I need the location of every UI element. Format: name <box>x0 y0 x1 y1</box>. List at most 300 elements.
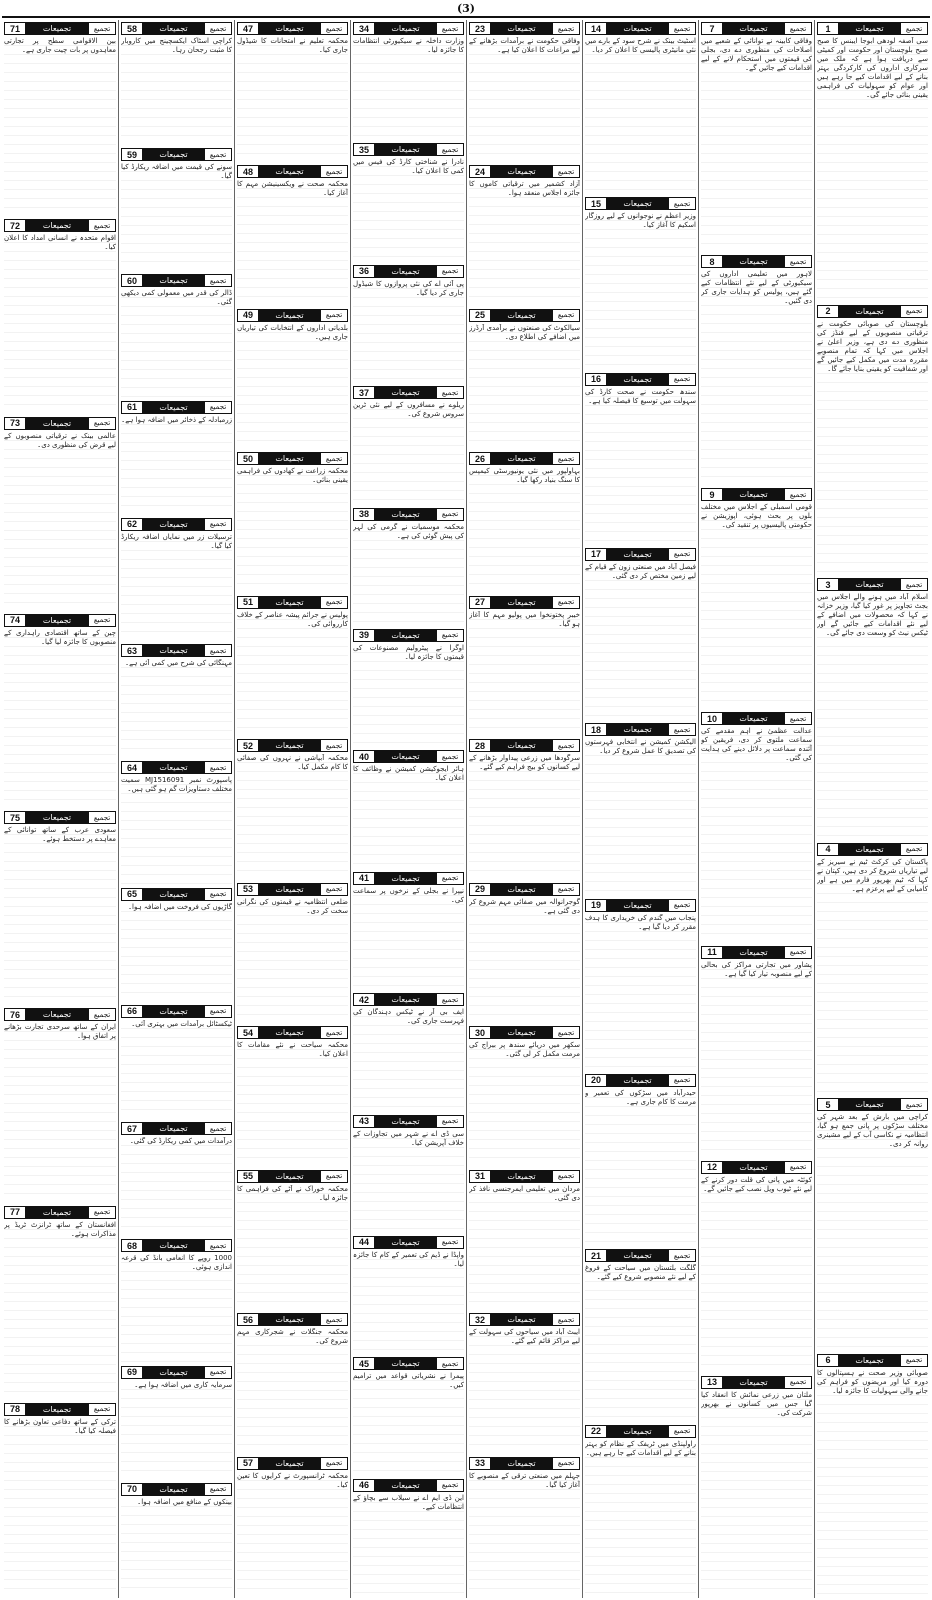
item-header <box>353 508 464 521</box>
item-header <box>4 219 116 232</box>
item-tag: تجمیع <box>668 899 696 912</box>
item-header <box>237 1457 348 1470</box>
item-header <box>353 386 464 399</box>
item-section-label: تجمیعات <box>491 1313 552 1326</box>
item-tag: تجمیع <box>552 452 580 465</box>
item-body-text: این ڈی ایم اے نے سیلاب سے بچاؤ کے انتظامات کیے۔ <box>353 1494 464 1596</box>
news-item <box>237 307 348 448</box>
item-tag: تجمیع <box>204 644 232 657</box>
item-header <box>121 888 232 901</box>
item-section-label: تجمیعات <box>839 843 900 856</box>
news-item <box>701 710 812 941</box>
item-number: 51 <box>237 596 259 609</box>
item-number: 72 <box>4 219 26 232</box>
item-tag: تجمیع <box>436 993 464 1006</box>
item-number: 17 <box>585 548 607 561</box>
item-header <box>585 197 696 210</box>
item-body-text: سرگودھا میں زرعی پیداوار بڑھانے کے لیے کسانوں کو بیج فراہم کیے گئے۔ <box>469 754 580 878</box>
item-section-label: تجمیعات <box>491 739 552 752</box>
news-item <box>585 20 696 193</box>
item-tag: تجمیع <box>436 872 464 885</box>
item-tag: تجمیع <box>320 739 348 752</box>
item-header <box>121 148 232 161</box>
item-body-text: سونے کی قیمت میں اضافہ ریکارڈ کیا گیا۔ <box>121 163 232 270</box>
item-header <box>4 1206 116 1219</box>
item-body-text: قومی اسمبلی کے اجلاس میں مختلف بلوں پر بحث ہوئی، اپوزیشن نے حکومتی پالیسیوں پر تنقید کی۔ <box>701 503 812 708</box>
item-number: 73 <box>4 417 26 430</box>
news-item <box>237 1455 348 1596</box>
item-section-label: تجمیعات <box>143 1366 204 1379</box>
item-body-text: عالمی بینک نے ترقیاتی منصوبوں کے لیے قرض کی منظوری دی۔ <box>4 432 116 610</box>
item-body-text: پولیس نے جرائم پیشہ عناصر کے خلاف کارروائی کی۔ <box>237 611 348 735</box>
page-number: (3) <box>456 2 476 15</box>
item-tag: تجمیع <box>320 1313 348 1326</box>
item-section-label: تجمیعات <box>259 165 320 178</box>
item-body-text: محکمہ صحت نے ویکسینیشن مہم کا آغاز کیا۔ <box>237 180 348 304</box>
item-number: 47 <box>237 22 259 35</box>
item-section-label: تجمیعات <box>375 1357 436 1370</box>
item-header <box>237 1313 348 1326</box>
news-item <box>701 486 812 708</box>
item-section-label: تجمیعات <box>839 578 900 591</box>
item-number: 77 <box>4 1206 26 1219</box>
item-body-text: زرمبادلہ کے ذخائر میں اضافہ ہوا ہے۔ <box>121 416 232 514</box>
item-section-label: تجمیعات <box>26 22 88 35</box>
item-body-text: خیبر پختونخوا میں پولیو مہم کا آغاز ہو گیا۔ <box>469 611 580 735</box>
item-body-text: ڈالر کی قدر میں معمولی کمی دیکھی گئی۔ <box>121 289 232 396</box>
item-section-label: تجمیعات <box>723 1161 784 1174</box>
item-header <box>353 1357 464 1370</box>
item-header <box>701 488 812 501</box>
item-header <box>121 22 232 35</box>
item-tag: تجمیع <box>436 1479 464 1492</box>
item-header <box>353 265 464 278</box>
item-tag: تجمیع <box>88 811 116 824</box>
item-tag: تجمیع <box>320 22 348 35</box>
item-body-text: عدالت عظمیٰ نے اہم مقدمے کی سماعت ملتوی کر دی، فریقین کو آئندہ سماعت پر دلائل دینے کی ہدایت کی گئی۔ <box>701 727 812 941</box>
item-body-text: پیمرا نے نشریاتی قواعد میں ترامیم کیں۔ <box>353 1372 464 1474</box>
item-header <box>817 1354 928 1367</box>
item-tag: تجمیع <box>784 946 812 959</box>
item-number: 58 <box>121 22 143 35</box>
item-body-text: پی آئی اے کی نئی پروازوں کا شیڈول جاری کر دیا گیا۔ <box>353 280 464 382</box>
item-section-label: تجمیعات <box>491 883 552 896</box>
item-tag: تجمیع <box>436 1115 464 1128</box>
item-body-text: وزارت داخلہ نے سیکیورٹی انتظامات کا جائزہ لیا۔ <box>353 37 464 139</box>
item-number: 5 <box>817 1098 839 1111</box>
news-item <box>353 263 464 382</box>
item-header <box>237 596 348 609</box>
item-section-label: تجمیعات <box>491 1026 552 1039</box>
item-tag: تجمیع <box>320 1170 348 1183</box>
item-number: 14 <box>585 22 607 35</box>
item-number: 31 <box>469 1170 491 1183</box>
item-header <box>237 165 348 178</box>
news-item <box>121 146 232 270</box>
item-section-label: تجمیعات <box>143 22 204 35</box>
item-body-text: اوگرا نے پیٹرولیم مصنوعات کی قیمتوں کا جائزہ لیا۔ <box>353 644 464 746</box>
item-tag: تجمیع <box>668 22 696 35</box>
item-section-label: تجمیعات <box>491 596 552 609</box>
item-number: 53 <box>237 883 259 896</box>
item-section-label: تجمیعات <box>143 401 204 414</box>
item-header <box>121 1005 232 1018</box>
item-body-text: کوئٹہ میں پانی کی قلت دور کرنے کے لیے نئے ٹیوب ویل نصب کیے جائیں گے۔ <box>701 1176 812 1372</box>
news-item <box>4 1204 116 1399</box>
item-header <box>585 899 696 912</box>
news-item <box>121 272 232 396</box>
news-column <box>118 20 234 1598</box>
news-item <box>817 1352 928 1597</box>
item-section-label: تجمیعات <box>607 1249 668 1262</box>
item-number: 76 <box>4 1008 26 1021</box>
item-header <box>4 1008 116 1021</box>
news-column <box>2 20 118 1598</box>
item-tag: تجمیع <box>320 165 348 178</box>
item-number: 32 <box>469 1313 491 1326</box>
item-tag: تجمیع <box>204 1122 232 1135</box>
item-tag: تجمیع <box>88 614 116 627</box>
item-number: 10 <box>701 712 723 725</box>
item-section-label: تجمیعات <box>607 1074 668 1087</box>
item-section-label: تجمیعات <box>607 723 668 736</box>
item-header <box>353 629 464 642</box>
item-section-label: تجمیعات <box>723 946 784 959</box>
item-number: 78 <box>4 1403 26 1416</box>
item-section-label: تجمیعات <box>143 148 204 161</box>
item-section-label: تجمیعات <box>839 1354 900 1367</box>
item-header <box>4 811 116 824</box>
item-body-text: محکمہ موسمیات نے گرمی کی لہر کی پیش گوئی کی ہے۔ <box>353 523 464 625</box>
item-tag: تجمیع <box>320 452 348 465</box>
item-body-text: اقوام متحدہ نے انسانی امداد کا اعلان کیا۔ <box>4 234 116 412</box>
item-tag: تجمیع <box>204 22 232 35</box>
news-item <box>121 642 232 757</box>
news-item <box>353 1234 464 1353</box>
item-tag: تجمیع <box>320 596 348 609</box>
item-section-label: تجمیعات <box>259 452 320 465</box>
item-body-text: گوجرانوالہ میں صفائی مہم شروع کر دی گئی ہے۔ <box>469 898 580 1022</box>
item-tag: تجمیع <box>900 305 928 318</box>
item-body-text: اسٹیٹ بینک نے شرح سود کے بارے میں نئی مانیٹری پالیسی کا اعلان کر دیا۔ <box>585 37 696 193</box>
item-header <box>701 255 812 268</box>
item-body-text: گاڑیوں کی فروخت میں اضافہ ہوا۔ <box>121 903 232 1001</box>
item-number: 64 <box>121 761 143 774</box>
news-item <box>701 253 812 484</box>
item-tag: تجمیع <box>900 1354 928 1367</box>
news-column <box>698 20 814 1598</box>
item-header <box>701 946 812 959</box>
item-header <box>701 1376 812 1389</box>
item-section-label: تجمیعات <box>723 712 784 725</box>
item-section-label: تجمیعات <box>375 872 436 885</box>
item-section-label: تجمیعات <box>26 1008 88 1021</box>
item-header <box>469 309 580 322</box>
item-tag: تجمیع <box>436 143 464 156</box>
item-tag: تجمیع <box>900 1098 928 1111</box>
item-body-text: ملتان میں زرعی نمائش کا انعقاد کیا گیا جس میں کسانوں نے بھرپور شرکت کی۔ <box>701 1391 812 1596</box>
item-body-text: سندھ حکومت نے صحت کارڈ کی سہولت میں توسیع کا فیصلہ کیا ہے۔ <box>585 388 696 544</box>
item-number: 24 <box>469 165 491 178</box>
item-header <box>237 309 348 322</box>
news-item <box>585 1247 696 1420</box>
news-item <box>353 991 464 1110</box>
item-body-text: پاسپورٹ نمبر MJ1516091 سمیت مختلف دستاویزات گم ہو گئی ہیں۔ <box>121 776 232 883</box>
item-number: 29 <box>469 883 491 896</box>
item-tag: تجمیع <box>784 712 812 725</box>
item-number: 67 <box>121 1122 143 1135</box>
item-tag: تجمیع <box>436 750 464 763</box>
item-number: 40 <box>353 750 375 763</box>
item-header <box>469 1457 580 1470</box>
item-number: 52 <box>237 739 259 752</box>
news-item <box>121 759 232 883</box>
item-section-label: تجمیعات <box>375 1115 436 1128</box>
item-tag: تجمیع <box>900 22 928 35</box>
news-item <box>353 141 464 260</box>
item-header <box>469 165 580 178</box>
item-section-label: تجمیعات <box>607 22 668 35</box>
item-body-text: درآمدات میں کمی ریکارڈ کی گئی۔ <box>121 1137 232 1235</box>
item-number: 71 <box>4 22 26 35</box>
item-section-label: تجمیعات <box>375 22 436 35</box>
item-body-text: پاکستان کی کرکٹ ٹیم نے سیریز کے لیے تیاریاں شروع کر دی ہیں، کپتان نے کہا کہ ٹیم بھرپور فارم میں ہے اور کامیابی کے لیے پرعزم ہے۔ <box>817 858 928 1095</box>
item-section-label: تجمیعات <box>26 417 88 430</box>
news-item <box>585 721 696 894</box>
item-section-label: تجمیعات <box>375 386 436 399</box>
item-header <box>4 1403 116 1416</box>
news-item <box>353 384 464 503</box>
item-body-text: مردان میں تعلیمی ایمرجنسی نافذ کر دی گئی۔ <box>469 1185 580 1309</box>
item-section-label: تجمیعات <box>839 1098 900 1111</box>
item-tag: تجمیع <box>204 274 232 287</box>
item-number: 12 <box>701 1161 723 1174</box>
item-body-text: وزیر اعظم نے نوجوانوں کے لیے روزگار اسکیم کا آغاز کیا۔ <box>585 212 696 368</box>
item-number: 39 <box>353 629 375 642</box>
item-number: 4 <box>817 843 839 856</box>
item-section-label: تجمیعات <box>26 219 88 232</box>
item-body-text: محکمہ سیاحت نے نئے مقامات کا اعلان کیا۔ <box>237 1041 348 1165</box>
item-number: 18 <box>585 723 607 736</box>
news-item <box>237 1311 348 1452</box>
item-section-label: تجمیعات <box>607 1425 668 1438</box>
news-item <box>585 897 696 1070</box>
item-section-label: تجمیعات <box>375 265 436 278</box>
item-section-label: تجمیعات <box>26 614 88 627</box>
item-number: 37 <box>353 386 375 399</box>
item-body-text: پشاور میں تجارتی مراکز کی بحالی کے لیے منصوبہ تیار کیا گیا ہے۔ <box>701 961 812 1157</box>
item-number: 54 <box>237 1026 259 1039</box>
item-body-text: ٹیکسٹائل برآمدات میں بہتری آئی۔ <box>121 1020 232 1118</box>
news-item <box>121 1481 232 1596</box>
item-tag: تجمیع <box>668 1074 696 1087</box>
item-body-text: محکمہ ٹرانسپورٹ نے کرایوں کا تعین کیا۔ <box>237 1472 348 1596</box>
item-tag: تجمیع <box>436 22 464 35</box>
item-number: 9 <box>701 488 723 501</box>
item-section-label: تجمیعات <box>143 274 204 287</box>
item-tag: تجمیع <box>552 1313 580 1326</box>
item-number: 61 <box>121 401 143 414</box>
item-number: 30 <box>469 1026 491 1039</box>
item-tag: تجمیع <box>320 309 348 322</box>
item-tag: تجمیع <box>436 386 464 399</box>
item-tag: تجمیع <box>552 739 580 752</box>
item-section-label: تجمیعات <box>723 255 784 268</box>
item-header <box>817 843 928 856</box>
news-item <box>469 1455 580 1596</box>
item-tag: تجمیع <box>88 417 116 430</box>
item-number: 2 <box>817 305 839 318</box>
item-tag: تجمیع <box>204 148 232 161</box>
item-tag: تجمیع <box>204 761 232 774</box>
item-section-label: تجمیعات <box>491 309 552 322</box>
item-header <box>701 1161 812 1174</box>
item-header <box>353 143 464 156</box>
item-header <box>121 1366 232 1379</box>
news-item <box>4 1401 116 1596</box>
item-header <box>121 644 232 657</box>
item-header <box>469 1313 580 1326</box>
item-body-text: ایبٹ آباد میں سیاحوں کی سہولت کے لیے مراکز قائم کیے گئے۔ <box>469 1328 580 1452</box>
item-header <box>353 22 464 35</box>
news-item <box>237 1168 348 1309</box>
item-tag: تجمیع <box>204 518 232 531</box>
item-body-text: وفاقی کابینہ نے توانائی کے شعبے میں اصلاحات کی منظوری دے دی، بجلی کی قیمتوں میں استحکام لانے کے لیے اقدامات کیے جائیں گے۔ <box>701 37 812 251</box>
news-column <box>350 20 466 1598</box>
item-tag: تجمیع <box>900 578 928 591</box>
item-number: 33 <box>469 1457 491 1470</box>
news-columns <box>2 20 930 1598</box>
item-tag: تجمیع <box>552 22 580 35</box>
item-body-text: 1000 روپے کا انعامی بانڈ کی قرعہ اندازی ہوئی۔ <box>121 1254 232 1361</box>
item-number: 41 <box>353 872 375 885</box>
item-section-label: تجمیعات <box>491 165 552 178</box>
item-number: 68 <box>121 1239 143 1252</box>
news-item <box>353 870 464 989</box>
item-tag: تجمیع <box>88 1206 116 1219</box>
item-header <box>353 1115 464 1128</box>
item-tag: تجمیع <box>436 265 464 278</box>
news-item <box>4 20 116 215</box>
item-header <box>353 1479 464 1492</box>
item-body-text: صوبائی وزیر صحت نے ہسپتالوں کا دورہ کیا اور مریضوں کو فراہم کی جانے والی سہولیات کا جائزہ لیا۔ <box>817 1369 928 1597</box>
item-number: 34 <box>353 22 375 35</box>
item-header <box>585 1425 696 1438</box>
item-header <box>237 1026 348 1039</box>
news-item <box>585 195 696 368</box>
news-item <box>353 1355 464 1474</box>
news-item <box>701 944 812 1157</box>
item-body-text: ترکی کے ساتھ دفاعی تعاون بڑھانے کا فیصلہ کیا گیا۔ <box>4 1418 116 1596</box>
item-header <box>585 723 696 736</box>
item-section-label: تجمیعات <box>143 1239 204 1252</box>
item-tag: تجمیع <box>436 1236 464 1249</box>
item-section-label: تجمیعات <box>375 143 436 156</box>
item-body-text: ایران کے ساتھ سرحدی تجارت بڑھانے پر اتفاق ہوا۔ <box>4 1023 116 1201</box>
item-body-text: جہلم میں صنعتی ترقی کے منصوبے کا آغاز کیا گیا۔ <box>469 1472 580 1596</box>
news-item <box>121 886 232 1001</box>
item-section-label: تجمیعات <box>259 1026 320 1039</box>
item-header <box>469 22 580 35</box>
item-number: 11 <box>701 946 723 959</box>
item-body-text: لاہور میں تعلیمی اداروں کی سیکیورٹی کے لیے نئے انتظامات کیے گئے ہیں، پولیس کو ہدایات جاری کر دی گئیں۔ <box>701 270 812 484</box>
item-number: 1 <box>817 22 839 35</box>
news-item <box>585 371 696 544</box>
item-body-text: الیکشن کمیشن نے انتخابی فہرستوں کی تصدیق کا عمل شروع کر دیا۔ <box>585 738 696 894</box>
item-section-label: تجمیعات <box>26 811 88 824</box>
item-number: 21 <box>585 1249 607 1262</box>
item-tag: تجمیع <box>204 401 232 414</box>
item-number: 42 <box>353 993 375 1006</box>
item-body-text: بینکوں کے منافع میں اضافہ ہوا۔ <box>121 1498 232 1596</box>
item-number: 62 <box>121 518 143 531</box>
item-number: 36 <box>353 265 375 278</box>
item-body-text: محکمہ تعلیم نے امتحانات کا شیڈول جاری کیا۔ <box>237 37 348 161</box>
item-header <box>585 548 696 561</box>
news-item <box>121 20 232 144</box>
news-column <box>582 20 698 1598</box>
item-body-text: محکمہ زراعت نے کھادوں کی فراہمی یقینی بنائی۔ <box>237 467 348 591</box>
item-header <box>237 452 348 465</box>
item-tag: تجمیع <box>204 1483 232 1496</box>
item-section-label: تجمیعات <box>607 899 668 912</box>
item-number: 13 <box>701 1376 723 1389</box>
news-item <box>469 307 580 448</box>
item-body-text: محکمہ آبپاشی نے نہروں کی صفائی کا کام مکمل کیا۔ <box>237 754 348 878</box>
item-section-label: تجمیعات <box>491 452 552 465</box>
item-tag: تجمیع <box>436 508 464 521</box>
item-header <box>121 518 232 531</box>
item-header <box>585 22 696 35</box>
item-number: 19 <box>585 899 607 912</box>
news-item <box>817 20 928 301</box>
item-number: 49 <box>237 309 259 322</box>
item-header <box>353 872 464 885</box>
news-item <box>585 1072 696 1245</box>
item-section-label: تجمیعات <box>607 197 668 210</box>
item-section-label: تجمیعات <box>26 1206 88 1219</box>
news-item <box>4 415 116 610</box>
news-item <box>469 1311 580 1452</box>
item-body-text: حیدرآباد میں سڑکوں کی تعمیر و مرمت کا کام جاری ہے۔ <box>585 1089 696 1245</box>
item-section-label: تجمیعات <box>259 22 320 35</box>
item-header <box>701 22 812 35</box>
news-item <box>817 303 928 575</box>
item-number: 63 <box>121 644 143 657</box>
news-item <box>701 1374 812 1596</box>
item-body-text: مہنگائی کی شرح میں کمی آئی ہے۔ <box>121 659 232 757</box>
item-header <box>4 614 116 627</box>
news-item <box>469 163 580 304</box>
item-tag: تجمیع <box>88 22 116 35</box>
item-number: 44 <box>353 1236 375 1249</box>
item-number: 15 <box>585 197 607 210</box>
item-tag: تجمیع <box>552 1026 580 1039</box>
item-body-text: پنجاب میں گندم کی خریداری کا ہدف مقرر کر دیا گیا ہے۔ <box>585 914 696 1070</box>
item-number: 20 <box>585 1074 607 1087</box>
item-section-label: تجمیعات <box>259 1313 320 1326</box>
item-body-text: سرمایہ کاری میں اضافہ ہوا ہے۔ <box>121 1381 232 1479</box>
item-section-label: تجمیعات <box>839 305 900 318</box>
item-section-label: تجمیعات <box>143 1122 204 1135</box>
item-body-text: سی ڈی اے نے شہر میں تجاوزات کے خلاف آپریشن کیا۔ <box>353 1130 464 1232</box>
news-item <box>4 612 116 807</box>
item-number: 45 <box>353 1357 375 1370</box>
item-section-label: تجمیعات <box>491 22 552 35</box>
item-section-label: تجمیعات <box>491 1457 552 1470</box>
item-header <box>121 274 232 287</box>
item-number: 75 <box>4 811 26 824</box>
